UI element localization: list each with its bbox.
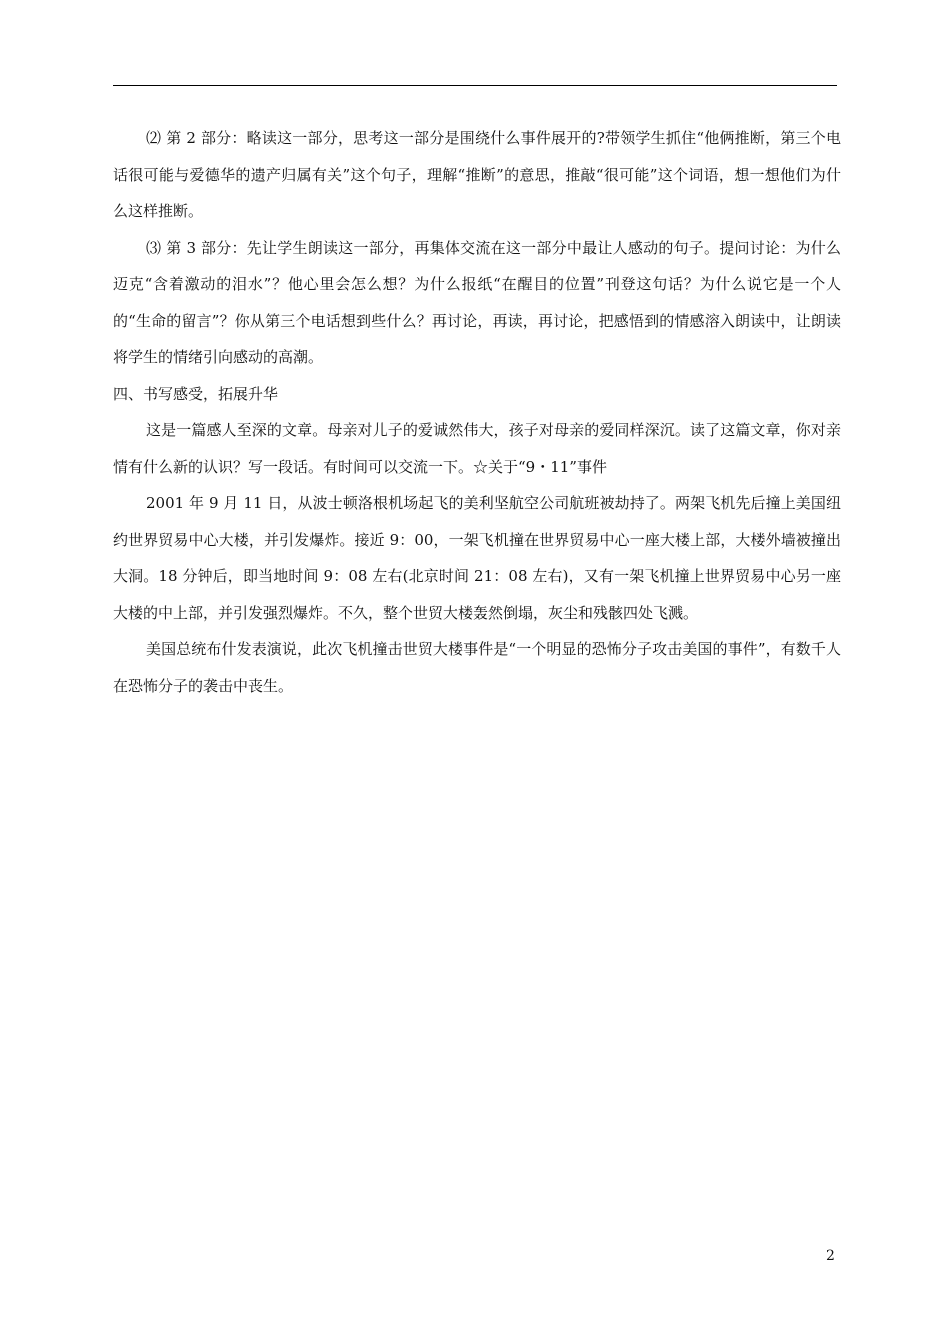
paragraph-reflection: 这是一篇感人至深的文章。母亲对儿子的爱诚然伟大，孩子对母亲的爱同样深沉。读了这篇文章，你对亲情有什么新的认识？写一段话。有时间可以交流一下。☆关于“9・11”事件 <box>113 421 841 476</box>
section-heading: 四、书写感受，拓展升华 <box>113 384 279 403</box>
paragraph-part3: ⑶ 第 3 部分：先让学生朗读这一部分，再集体交流在这一部分中最让人感动的句子。提问讨论：为什么迈克“含着激动的泪水”？他心里会怎么想？为什么报纸“在醒目的位置”刊登这句话？为什么说它是一个人的“生命的留言”？你从第三个电话想到些什么？再讨论，再读，再讨论，把感悟到的情感溶入朗读中，让朗读将学生的情绪引向感动的高潮。 <box>113 238 841 366</box>
page-number: 2 <box>826 1248 835 1264</box>
header-rule <box>113 85 837 86</box>
document-body <box>113 120 841 704</box>
paragraph-part2: ⑵ 第 2 部分：略读这一部分，思考这一部分是围绕什么事件展开的?带领学生抓住“他俩推断，第三个电话很可能与爱德华的遗产归属有关”这个句子，理解“推断”的意思，推敲“很可能”这个词语，想一想他们为什么这样推断。 <box>113 129 841 220</box>
paragraph-bush-speech: 美国总统布什发表演说，此次飞机撞击世贸大楼事件是“一个明显的恐怖分子攻击美国的事件”，有数千人在恐怖分子的袭击中丧生。 <box>113 640 841 695</box>
paragraph-911-event: 2001 年 9 月 11 日，从波士顿洛根机场起飞的美利坚航空公司航班被劫持了。两架飞机先后撞上美国纽约世界贸易中心大楼，并引发爆炸。接近 9：00，一架飞机撞在世界贸易中心一座大楼上部，大楼外墙被撞出大洞。18 分钟后，即当地时间 9：08 左右(北京时间 21：08 左右)，又有一架飞机撞上世界贸易中心另一座大楼的中上部，并引发强烈爆炸。不久，整个世贸大楼轰然倒塌，灰尘和残骸四处飞溅。 <box>113 494 841 622</box>
